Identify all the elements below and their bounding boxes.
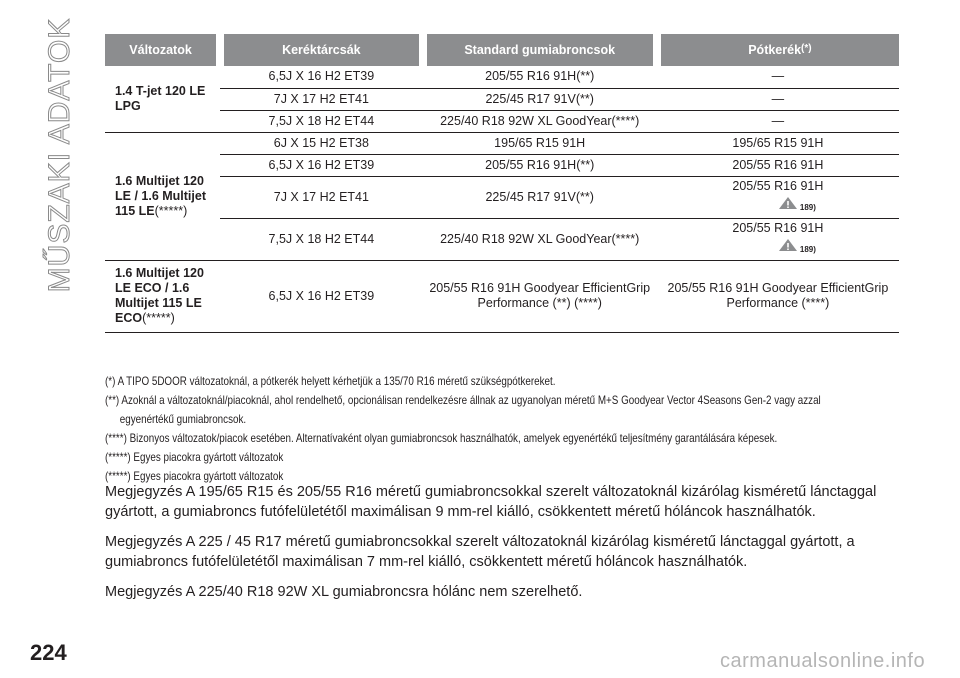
footnotes bbox=[105, 372, 905, 486]
footnote: (****) Bizonyos változatok/piacok esetében. Alternatívaként olyan gumiabroncsok használhatók, amelyek egyenértékű teljesítmény garantálására képesek. bbox=[105, 431, 778, 445]
header-spare-note: (*) bbox=[801, 43, 812, 54]
model-footnote-ref: (*****) bbox=[142, 311, 175, 325]
rim-cell: 7J X 17 H2 ET41 bbox=[220, 88, 422, 110]
table-row bbox=[105, 110, 899, 132]
note-paragraph: Megjegyzés A 225/40 R18 92W XL gumiabroncsra hólánc nem szerelhető. bbox=[105, 584, 583, 600]
spare-cell bbox=[657, 88, 899, 110]
header-variants: Változatok bbox=[105, 34, 220, 66]
spare-size: 205/55 R16 91H bbox=[732, 179, 824, 193]
spare-size: — bbox=[771, 91, 785, 106]
tyre-table bbox=[105, 34, 899, 333]
tyre-cell bbox=[423, 132, 657, 154]
header-spare-wheel bbox=[657, 34, 899, 66]
tyre-cell bbox=[423, 88, 657, 110]
spare-cell bbox=[657, 154, 899, 176]
tyre-footnote-ref: (**) bbox=[575, 189, 594, 204]
header-spare-label: Pótkerék bbox=[748, 43, 802, 57]
spare-size: 205/55 R16 91H Goodyear EfficientGrip Performance (****) bbox=[667, 281, 889, 310]
tyre-footnote-ref: (**) bbox=[576, 69, 595, 84]
footnote: (*****) Egyes piacokra gyártott változatok bbox=[105, 450, 284, 464]
tyre-size: 205/55 R16 91H bbox=[485, 69, 577, 84]
spare-size: 195/65 R15 91H bbox=[732, 135, 824, 150]
model-name: 1.6 Multijet 120 LE ECO / 1.6 Multijet 115 LE ECO bbox=[115, 266, 204, 325]
warning-ref bbox=[778, 196, 816, 215]
rim-cell: 7J X 17 H2 ET41 bbox=[220, 176, 422, 218]
warning-triangle-icon bbox=[778, 238, 798, 252]
table-row bbox=[105, 154, 899, 176]
tyre-cell bbox=[423, 154, 657, 176]
footnote: (**) Azoknál a változatoknál/piacoknál, ahol rendelhető, opcionálisan rendelkezésre állnak az ugyanolyan méretű M+S Goodyear Vector 4Seasons Gen-2 vagy azzal bbox=[105, 393, 821, 407]
tyre-cell bbox=[423, 176, 657, 218]
section-side-title-text: MŰSZAKI ADATOK bbox=[43, 17, 76, 293]
spare-cell bbox=[657, 176, 899, 218]
spare-size: 205/55 R16 91H bbox=[732, 221, 824, 235]
table-body bbox=[105, 66, 899, 332]
spare-cell bbox=[657, 110, 899, 132]
tyre-footnote-ref: (****) bbox=[611, 113, 640, 128]
model-cell bbox=[105, 260, 220, 332]
table-row bbox=[105, 88, 899, 110]
spare-size: — bbox=[771, 113, 785, 128]
table-header-row bbox=[105, 34, 899, 66]
spare-cell bbox=[657, 260, 899, 332]
spare-cell bbox=[657, 66, 899, 88]
tyre-table-wrapper bbox=[105, 34, 899, 333]
rim-cell: 6,5J X 16 H2 ET39 bbox=[220, 66, 422, 88]
footnote: (*****) Egyes piacokra gyártott változatok bbox=[105, 469, 284, 483]
note-paragraph: Megjegyzés A 225 / 45 R17 méretű gumiabroncsokkal szerelt változatoknál kizárólag kisméretű lánctaggal gyártott, a gumiabroncs futófelületétől maximálisan 7 mm-rel kiálló, csökkentett méretű hóláncok használhatók. bbox=[105, 534, 855, 570]
model-cell bbox=[105, 66, 220, 132]
tyre-footnote-ref: (**) bbox=[576, 157, 595, 172]
footnote-continuation: egyenértékű gumiabroncsok. bbox=[119, 412, 247, 426]
tyre-size: 205/55 R16 91H Goodyear EfficientGrip Performance (**) (****) bbox=[429, 281, 651, 310]
table-row bbox=[105, 176, 899, 218]
tyre-footnote-ref: (**) bbox=[575, 91, 594, 106]
rim-cell: 6,5J X 16 H2 ET39 bbox=[220, 260, 422, 332]
spare-cell bbox=[657, 218, 899, 260]
tyre-size: 225/45 R17 91V bbox=[485, 189, 576, 204]
model-name: 1.6 Multijet 120 LE / 1.6 Multijet 115 LE bbox=[115, 173, 206, 218]
warning-triangle-icon bbox=[778, 196, 798, 210]
spare-cell bbox=[657, 132, 899, 154]
rim-cell: 6,5J X 16 H2 ET39 bbox=[220, 154, 422, 176]
note-paragraph: Megjegyzés A 195/65 R15 és 205/55 R16 méretű gumiabroncsokkal szerelt változatoknál kizárólag kisméretű lánctaggal gyártott, a gumiabroncs futófelületétől maximálisan 9 mm-rel kiálló, csökkentett méretű hóláncok használhatók. bbox=[105, 484, 877, 520]
model-cell bbox=[105, 132, 220, 260]
tyre-size: 225/40 R18 92W XL GoodYear bbox=[440, 231, 612, 246]
header-standard-tyres: Standard gumiabroncsok bbox=[423, 34, 657, 66]
tyre-cell bbox=[423, 110, 657, 132]
tyre-footnote-ref: (****) bbox=[611, 231, 640, 246]
rim-cell: 7,5J X 18 H2 ET44 bbox=[220, 110, 422, 132]
tyre-cell bbox=[423, 218, 657, 260]
rim-cell: 6J X 15 H2 ET38 bbox=[220, 132, 422, 154]
model-name: 1.4 T-jet 120 LE LPG bbox=[115, 83, 206, 113]
tyre-size: 205/55 R16 91H bbox=[485, 157, 577, 172]
table-row bbox=[105, 132, 899, 154]
tyre-size: 225/45 R17 91V bbox=[485, 91, 576, 106]
header-rims: Keréktárcsák bbox=[220, 34, 422, 66]
tyre-size: 225/40 R18 92W XL GoodYear bbox=[440, 113, 612, 128]
page-number: 224 bbox=[30, 640, 67, 665]
table-row bbox=[105, 218, 899, 260]
table-row bbox=[105, 66, 899, 88]
tyre-size: 195/65 R15 91H bbox=[494, 135, 586, 150]
spare-size: — bbox=[771, 69, 785, 84]
warning-ref-number: 189) bbox=[799, 245, 816, 254]
section-side-title bbox=[30, 17, 90, 293]
tyre-cell bbox=[423, 66, 657, 88]
warning-ref-number: 189) bbox=[799, 203, 816, 212]
spare-size: 205/55 R16 91H bbox=[732, 157, 824, 172]
footnote: (*) A TIPO 5DOOR változatoknál, a pótkerék helyett kérhetjük a 135/70 R16 méretű szükségpótkereket. bbox=[105, 374, 556, 388]
rim-cell: 7,5J X 18 H2 ET44 bbox=[220, 218, 422, 260]
table-row bbox=[105, 260, 899, 332]
tyre-cell bbox=[423, 260, 657, 332]
model-footnote-ref: (*****) bbox=[154, 203, 188, 218]
notes-section bbox=[105, 482, 905, 612]
warning-ref bbox=[778, 238, 816, 257]
watermark: carmanualsonline.info bbox=[720, 650, 926, 672]
